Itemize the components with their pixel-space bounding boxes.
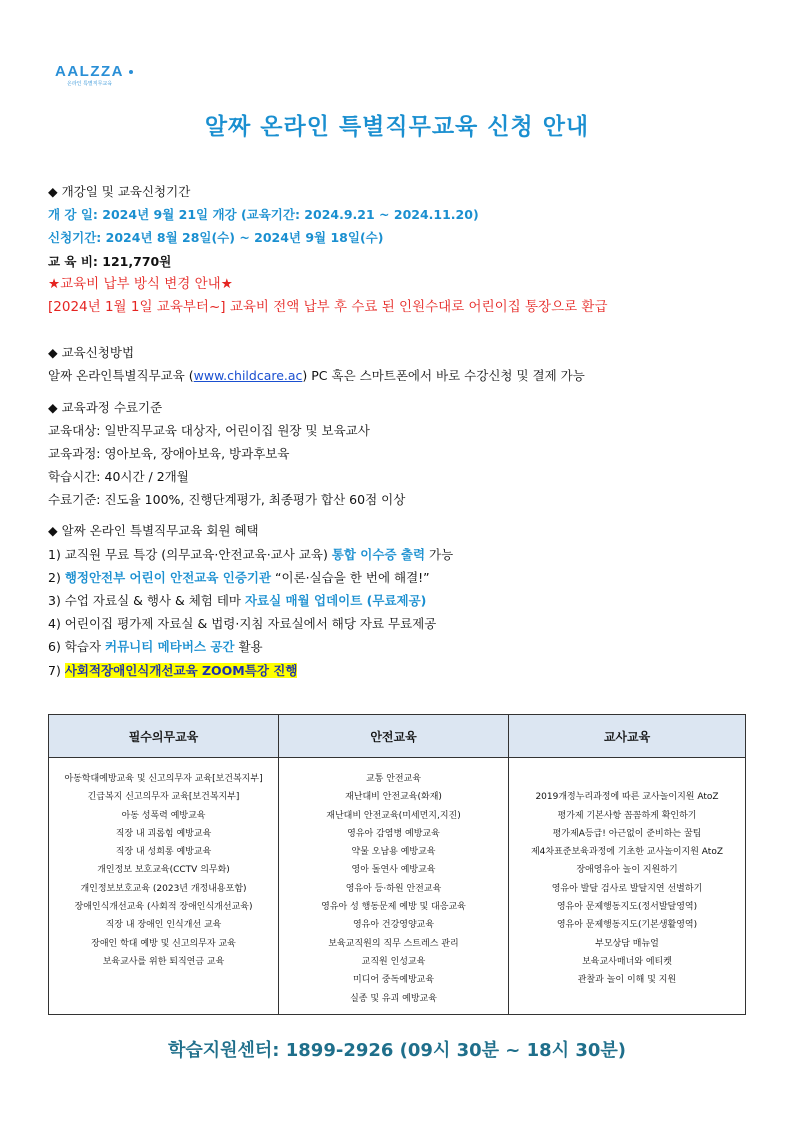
apply-method-after: ) PC 혹은 스마트폰에서 바로 수강신청 및 결제 가능 <box>302 368 585 384</box>
course-item: 직장 내 괴롭힘 예방교육 <box>115 828 212 839</box>
course-item: 교직원 인성교육 <box>361 956 426 967</box>
childcare-link[interactable]: www.childcare.ac <box>193 368 303 384</box>
course-item: 영유아 성 행동문제 예방 및 대응교육 <box>321 902 466 913</box>
course-item: 영아 돌연사 예방교육 <box>351 865 436 876</box>
fee-label: 교 육 비: <box>48 253 103 269</box>
benefit-text: 활용 <box>234 639 263 655</box>
course-item: 보육교직원의 직무 스트레스 관리 <box>328 938 459 949</box>
course-item: 보육교사매너와 에티켓 <box>582 956 672 967</box>
opening-value: 2024년 9월 21일 개강 (교육기간: 2024.9.21 ~ 2024.11.20) <box>102 207 479 223</box>
course-item: 영유아 문제행동지도(정서발달영역) <box>556 902 698 913</box>
safety-course-list <box>279 758 509 1015</box>
course-item: 약물 오남용 예방교육 <box>351 847 436 858</box>
page-title: 알짜 온라인 특별직무교육 신청 안내 <box>204 114 590 140</box>
main-content <box>48 180 748 682</box>
course-item: 장애인식개선교육 (사회적 장애인식개선교육) <box>74 902 253 913</box>
mandatory-course-list <box>49 758 279 1015</box>
criteria-line: 수료기준: 진도율 100%, 진행단계평가, 최종평가 합산 60점 이상 <box>48 492 406 508</box>
course-item: 아동 성폭력 예방교육 <box>121 810 206 821</box>
opening-date <box>48 203 748 226</box>
course-item: 영유아 문제행동지도(기본생활영역) <box>556 920 698 931</box>
course-table <box>48 714 746 1015</box>
table-header-teacher: 교사교육 <box>509 715 746 758</box>
course-item: 개인정보 보호교육(CCTV 의무화) <box>97 865 230 876</box>
opening-label: 개 강 일: <box>48 207 103 223</box>
benefit-highlight: 행정안전부 어린이 안전교육 인증기관 <box>64 569 272 585</box>
benefit-item-6 <box>48 635 748 658</box>
benefit-text: 3) 수업 자료실 & 행사 & 체험 테마 <box>48 593 245 608</box>
course-item: 교통 안전교육 <box>365 774 422 784</box>
course-item: 영유아 건강영양교육 <box>352 920 435 931</box>
course-item: 재난대비 안전교육(미세먼지,지진) <box>326 810 461 821</box>
criteria-line: 교육대상: 일반직무교육 대상자, 어린이집 원장 및 보육교사 <box>48 422 370 438</box>
table-header-safety: 안전교육 <box>279 715 509 758</box>
course-item: 평가제A등급! 아근없이 준비하는 꿀팁 <box>552 828 702 839</box>
course-item: 영유아 감염병 예방교육 <box>347 828 440 839</box>
brand-logo <box>55 61 133 87</box>
apply-method-before: 알짜 온라인특별직무교육 ( <box>48 368 194 384</box>
logo-dot-icon <box>129 70 133 74</box>
benefit-text: 가능 <box>425 546 454 562</box>
benefit-item-3 <box>48 589 748 612</box>
benefit-highlight: 커뮤니티 메타버스 공간 <box>105 639 235 655</box>
section-heading-benefits: ◆ 알짜 온라인 특별직무교육 회원 혜택 <box>48 523 259 539</box>
course-item: 직장 내 장애인 인식개선 교육 <box>105 920 222 931</box>
benefit-item-2 <box>48 566 748 589</box>
benefit-highlight: 자료실 매월 업데이트 (무료제공) <box>244 593 427 608</box>
course-item: 보육교사를 위한 퇴직연금 교육 <box>102 956 225 967</box>
apply-label: 신청기간: <box>48 230 106 246</box>
fee-notice-text: [2024년 1월 1일 교육부터~] 교육비 전액 납부 후 수료 된 인원수대로 어린이집 통장으로 환급 <box>48 298 608 315</box>
course-item: 장애영유아 놀이 지원하기 <box>576 865 678 876</box>
logo-text: AALZZA <box>55 63 124 80</box>
course-item: 제4차표준보육과정에 기초한 교사놀이지원 AtoZ <box>530 847 723 858</box>
course-item: 긴급복지 신고의무자 교육[보건복지부] <box>87 792 240 803</box>
course-item: 부모상담 매뉴얼 <box>595 938 659 949</box>
course-item: 미디어 중독예방교육 <box>352 975 435 986</box>
benefit-text: 2) <box>48 569 65 585</box>
support-center-footer: 학습지원센터: 1899-2926 (09시 30분 ~ 18시 30분) <box>167 1040 627 1061</box>
course-item: 직장 내 성희롱 예방교육 <box>115 847 212 858</box>
course-item: 재난대비 안전교육(화재) <box>345 792 442 803</box>
course-item: 아동학대예방교육 및 신고의무자 교육[보건복지부] <box>64 774 263 784</box>
benefit-item-7 <box>48 659 748 682</box>
teacher-course-list <box>509 758 746 1015</box>
logo-subtitle: 온라인 특별직무교육 <box>67 81 113 87</box>
apply-value: 2024년 8월 28일(수) ~ 2024년 9월 18일(수) <box>105 230 384 246</box>
benefit-text: “이론·실습을 한 번에 해결!” <box>271 569 430 585</box>
course-item: 평가제 기본사항 꼼꼼하게 확인하기 <box>557 810 697 821</box>
benefit-text: 6) 학습자 <box>48 639 106 655</box>
benefit-item-1 <box>48 543 748 566</box>
benefit-zoom-highlight: 사회적장애인식개선교육 ZOOM특강 진행 <box>64 662 298 678</box>
benefit-highlight: 통합 이수증 출력 <box>331 546 426 562</box>
benefit-item-4: 4) 어린이집 평가제 자료실 & 법령·지침 자료실에서 해당 자료 무료제공 <box>48 616 437 632</box>
course-item: 개인정보보호교육 (2023년 개정내용포함) <box>80 883 247 894</box>
apply-period <box>48 226 748 249</box>
fee <box>48 250 748 273</box>
course-item: 장애인 학대 예방 및 신고의무자 교육 <box>91 938 236 949</box>
section-heading-apply-method: ◆ 교육신청방법 <box>48 345 135 361</box>
course-item: 영유아 등·하원 안전교육 <box>345 883 442 894</box>
benefit-text: 1) 교직원 무료 특강 (의무교육·안전교육·교사 교육) <box>48 546 332 562</box>
table-header-mandatory: 필수의무교육 <box>49 715 279 758</box>
course-item <box>510 770 744 788</box>
criteria-line: 교육과정: 영아보육, 장애아보육, 방과후보육 <box>48 445 290 461</box>
section-heading-criteria: ◆ 교육과정 수료기준 <box>48 399 163 415</box>
course-item: 관찰과 놀이 이해 및 지원 <box>577 975 677 986</box>
fee-notice-title: ★교육비 납부 방식 변경 안내★ <box>48 275 233 292</box>
course-item: 실종 및 유괴 예방교육 <box>350 993 437 1004</box>
course-item: 영유아 발달 검사로 발달지연 선별하기 <box>551 883 703 894</box>
criteria-line: 학습시간: 40시간 / 2개월 <box>48 469 189 485</box>
course-item: 2019개정누리과정에 따른 교사놀이지원 AtoZ <box>535 792 719 803</box>
fee-value: 121,770원 <box>102 253 172 269</box>
apply-method-text <box>48 364 748 387</box>
benefit-text: 7) <box>48 662 65 678</box>
section-heading-schedule: ◆ 개강일 및 교육신청기간 <box>48 184 191 199</box>
